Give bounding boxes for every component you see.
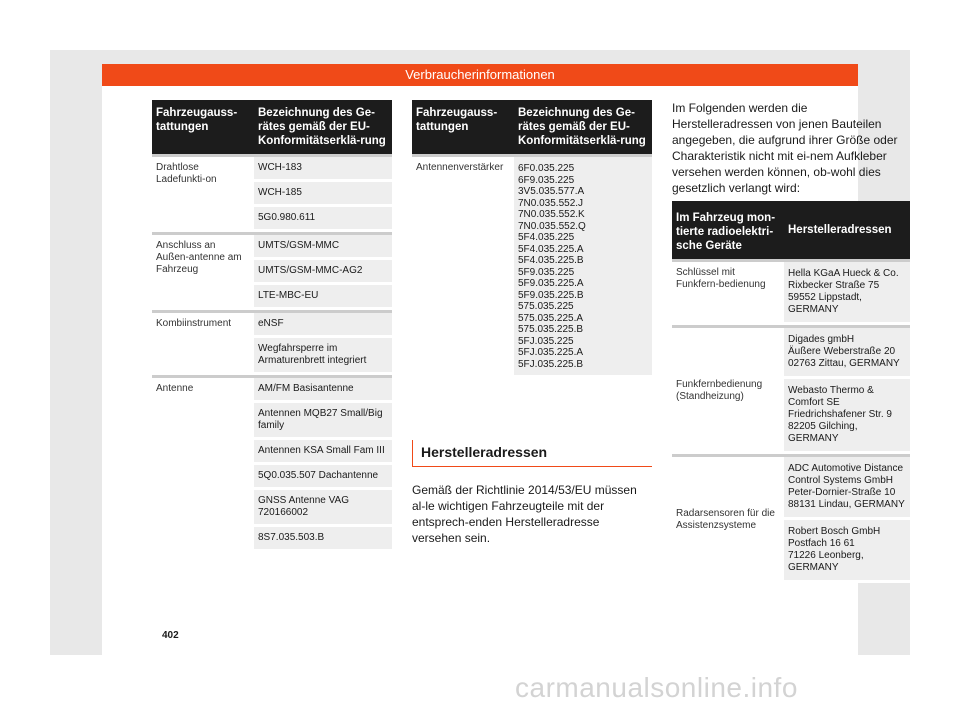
row-label: Anschluss an Außen-antenne am Fahrzeug	[152, 232, 254, 310]
part-number: 5FJ.035.225.A	[518, 347, 584, 358]
part-number: 5F4.035.225.A	[518, 243, 584, 255]
row-value: WCH-185	[254, 182, 392, 207]
part-number: 575.035.225.B	[518, 324, 584, 335]
document-sheet	[102, 64, 905, 668]
equipment-table-left-body	[152, 154, 392, 552]
table-row	[672, 325, 910, 379]
row-label: Antennenverstärker	[412, 154, 514, 378]
part-number: 7N0.035.552.K	[518, 209, 585, 220]
part-number: 5F9.035.225	[518, 266, 575, 278]
row-value: Webasto Thermo & Comfort SE Friedrichshafener Str. 9 82205 Gilching, GERMANY	[784, 379, 910, 454]
row-value: 8S7.035.503.B	[254, 527, 392, 552]
part-number: 3V5.035.577.A	[518, 186, 585, 197]
row-value: Digades gmbH Äußere Weberstraße 20 02763 Zittau, GERMANY	[784, 325, 910, 379]
part-number: 575.035.225.A	[518, 312, 584, 324]
manufacturer-section	[412, 440, 652, 546]
part-number: 5F4.035.225	[518, 232, 575, 243]
row-value: 5Q0.035.507 Dachantenne	[254, 465, 392, 490]
equipment-table-middle	[412, 100, 652, 378]
column-header-equipment: Fahrzeugauss-tattungen	[152, 100, 254, 154]
page-number: 402	[162, 630, 179, 641]
table-row	[152, 310, 392, 338]
row-value: UMTS/GSM-MMC	[254, 232, 392, 260]
row-value: GNSS Antenne VAG 720166002	[254, 490, 392, 527]
row-value: Robert Bosch GmbH Postfach 16 61 71226 Leonberg, GERMANY	[784, 520, 910, 583]
row-value: WCH-183	[254, 154, 392, 182]
row-label: Funkfernbedienung (Standheizung)	[672, 325, 784, 454]
row-label: Antenne	[152, 375, 254, 552]
section-text: Gemäß der Richtlinie 2014/53/EU müssen al-le wichtigen Fahrzeugteile mit der entsprech-enden Herstelleradresse versehen sein.	[412, 483, 637, 545]
table-row	[672, 259, 910, 325]
part-number: 5F9.035.225.B	[518, 289, 584, 301]
watermark-text: carmanualsonline.info	[515, 672, 798, 703]
part-number: 7N0.035.552.J	[518, 197, 584, 209]
row-label: Drahtlose Ladefunkti-on	[152, 154, 254, 232]
table-row	[672, 454, 910, 520]
table-row	[152, 154, 392, 182]
page-background	[50, 50, 910, 655]
row-value: eNSF	[254, 310, 392, 338]
row-value: 5G0.980.611	[254, 207, 392, 232]
part-number: 5FJ.035.225	[518, 335, 574, 347]
part-number-list	[518, 163, 648, 370]
part-number: 6F0.035.225	[518, 163, 575, 174]
column-header-addresses: Herstelleradressen	[784, 201, 910, 259]
manufacturer-table-body	[672, 259, 910, 583]
row-value: Antennen KSA Small Fam III	[254, 440, 392, 465]
row-values	[514, 154, 652, 378]
row-value: LTE-MBC-EU	[254, 285, 392, 310]
row-label: Radarsensoren für die Assistenzsysteme	[672, 454, 784, 583]
row-value: AM/FM Basisantenne	[254, 375, 392, 403]
table-row	[152, 375, 392, 403]
column-header-equipment: Fahrzeugauss-tattungen	[412, 100, 514, 154]
section-title: Herstelleradressen	[412, 440, 652, 467]
column-header-designation: Bezeichnung des Ge-rätes gemäß der EU-Konformitätserklä-rung	[514, 100, 652, 154]
row-label: Kombiinstrument	[152, 310, 254, 375]
table-row	[152, 232, 392, 260]
part-number: 7N0.035.552.Q	[518, 220, 586, 232]
table-row	[412, 154, 652, 378]
equipment-table-left	[152, 100, 392, 552]
intro-paragraph: Im Folgenden werden die Herstelleradressen von jenen Bauteilen angegeben, die aufgrund ihrer Größe oder Charakteristik nicht mit ei-nem Aufkleber versehen werden können, ob-wohl dies gesetzlich verlangt wird:	[672, 101, 898, 195]
part-number: 5F9.035.225.A	[518, 278, 584, 289]
page-header: Verbraucherinformationen	[102, 64, 858, 86]
part-number: 575.035.225	[518, 301, 574, 312]
row-value: ADC Automotive Distance Control Systems GmbH Peter-Dornier-Straße 10 88131 Lindau, GERMANY	[784, 454, 910, 520]
row-value: Wegfahrsperre im Armaturenbrett integriert	[254, 338, 392, 375]
column-header-designation: Bezeichnung des Ge-rätes gemäß der EU-Konformitätserklä-rung	[254, 100, 392, 154]
part-number: 6F9.035.225	[518, 174, 575, 186]
part-number: 5F4.035.225.B	[518, 255, 584, 266]
part-number: 5FJ.035.225.B	[518, 358, 584, 370]
row-value: Antennen MQB27 Small/Big family	[254, 403, 392, 440]
row-value: UMTS/GSM-MMC-AG2	[254, 260, 392, 285]
row-value: Hella KGaA Hueck & Co. Rixbecker Straße 75 59552 Lippstadt, GERMANY	[784, 259, 910, 325]
manufacturer-table	[672, 201, 910, 583]
column-header-devices: Im Fahrzeug mon-tierte radioelektri-sche Geräte	[672, 201, 784, 259]
row-label: Schlüssel mit Funkfern-bedienung	[672, 259, 784, 325]
